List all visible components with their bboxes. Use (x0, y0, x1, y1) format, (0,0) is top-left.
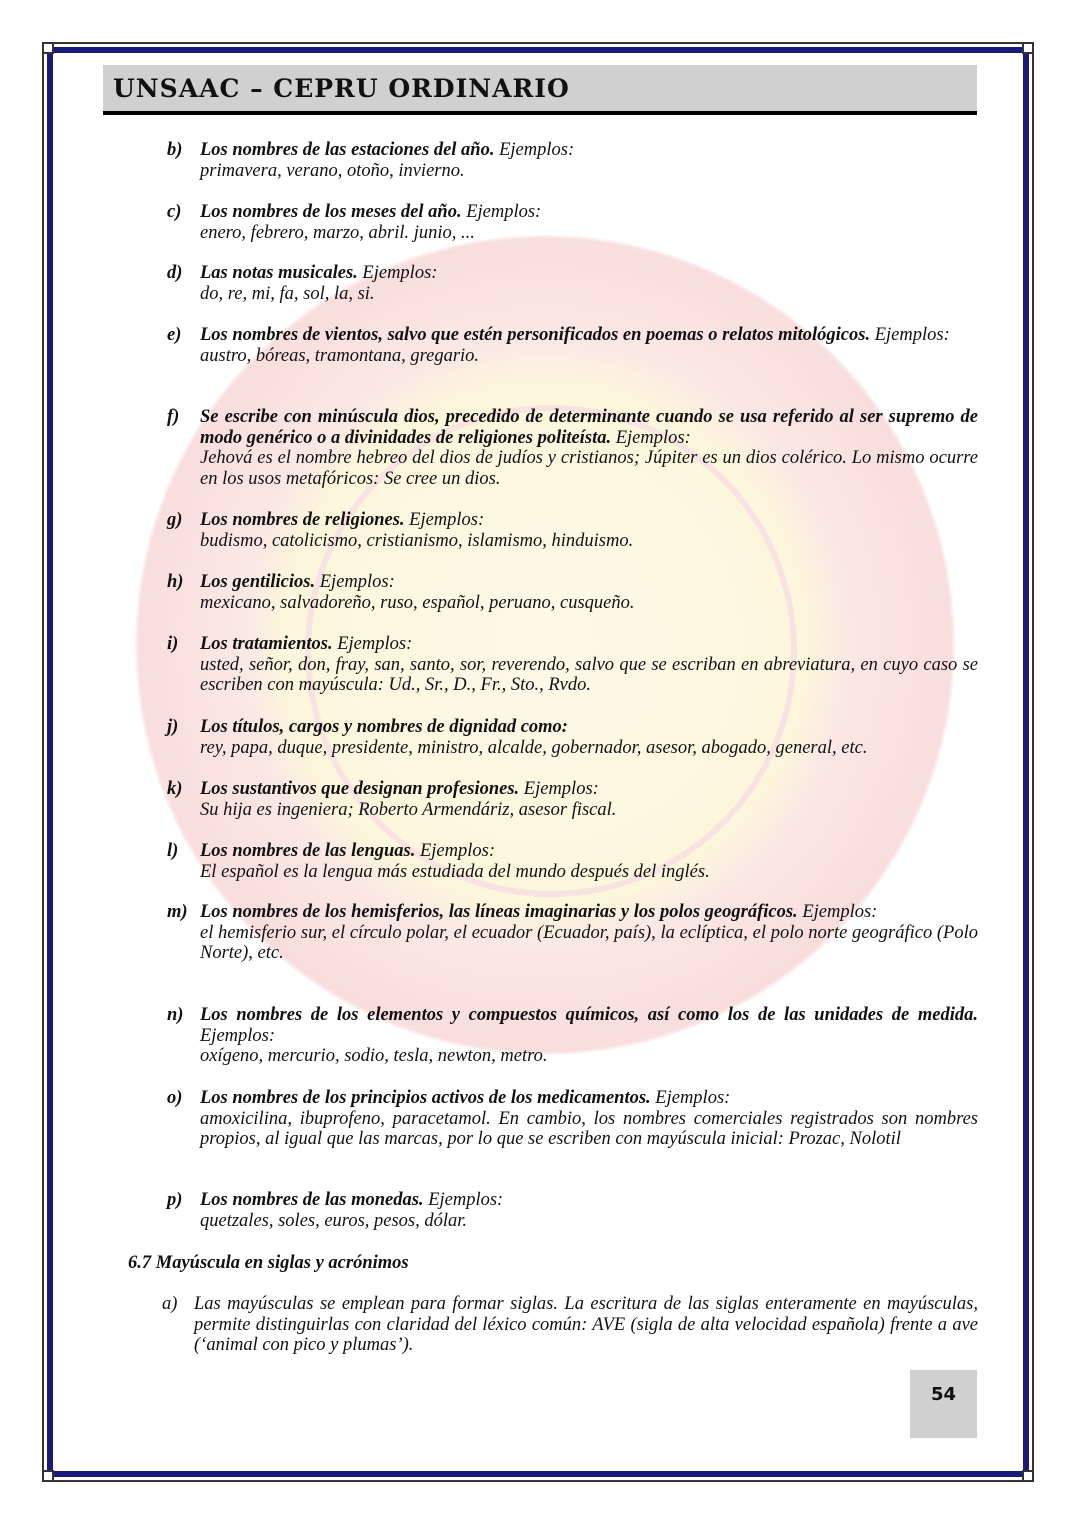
list-item (167, 572, 978, 613)
item-label: m) (167, 902, 188, 922)
item-title: Los nombres de los elementos y compuestos químicos, así como los de las unidades de medida. (200, 1005, 978, 1025)
item-examples-label: Ejemplos: (874, 325, 950, 345)
list-item (167, 202, 978, 243)
list-item (167, 263, 978, 304)
header-title: UNSAAC – CEPRU ORDINARIO (113, 74, 570, 103)
item-title: Los sustantivos que designan profesiones. (200, 779, 520, 799)
item-examples-label: Ejemplos: (466, 202, 542, 222)
list-item (167, 1005, 978, 1067)
list-item (167, 140, 978, 181)
item-label: g) (167, 510, 183, 530)
list-item (167, 1088, 978, 1150)
item-label: k) (167, 779, 183, 799)
item-examples: usted, señor, don, fray, san, santo, sor, reverendo, salvo que se escriban en abreviatura, en cuyo caso se escriben con mayúscula: Ud., Sr., D., Fr., Sto., Rvdo. (200, 654, 978, 695)
item-label: o) (167, 1088, 183, 1108)
item-label: j) (167, 717, 179, 737)
list-item (167, 634, 978, 696)
item-examples-label: Ejemplos: (419, 841, 495, 861)
paragraph-item (162, 1294, 978, 1356)
item-examples-label: Ejemplos: (655, 1088, 731, 1108)
item-examples-label: Ejemplos: (200, 1025, 276, 1046)
item-label: b) (167, 140, 183, 160)
item-examples-label: Ejemplos: (499, 140, 575, 160)
page-number: 54 (910, 1370, 977, 1438)
item-label: a) (162, 1294, 178, 1314)
list-item (167, 510, 978, 551)
item-examples: el hemisferio sur, el círculo polar, el ecuador (Ecuador, país), la eclíptica, el polo norte geográfico (Polo Norte), etc. (200, 922, 978, 963)
item-label: n) (167, 1005, 184, 1025)
list-item (167, 407, 978, 489)
item-label: d) (167, 263, 183, 283)
list-item (167, 325, 978, 366)
item-label: c) (167, 202, 182, 222)
corner-ornament (42, 42, 54, 54)
item-title: Los títulos, cargos y nombres de dignidad como: (200, 717, 568, 737)
page-header (103, 65, 977, 115)
section-heading: 6.7 Mayúscula en siglas y acrónimos (128, 1253, 409, 1273)
item-examples-label: Ejemplos: (802, 902, 878, 922)
item-label: h) (167, 572, 184, 592)
list-item (167, 902, 978, 964)
item-title: Los nombres de los meses del año. (200, 202, 462, 222)
item-title: Se escribe con minúscula dios, precedido de determinante cuando se usa referido al ser supremo de modo genérico o a divinidades de religiones politeísta. (200, 407, 978, 448)
item-title: Los tratamientos. (200, 634, 333, 654)
item-label: e) (167, 325, 182, 345)
item-label: l) (167, 841, 179, 861)
item-examples: Jehová es el nombre hebreo del dios de judíos y cristianos; Júpiter es un dios colérico. Lo mismo ocurre en los usos metafóricos: Se cree un dios. (200, 448, 978, 489)
item-examples-label: Ejemplos: (523, 779, 599, 799)
corner-ornament (1022, 1470, 1034, 1482)
item-title: Los nombres de las estaciones del año. (200, 140, 495, 160)
item-examples: austro, bóreas, tramontana, gregario. (200, 345, 480, 366)
item-examples: do, re, mi, fa, sol, la, si. (200, 283, 375, 304)
item-title: Los nombres de las monedas. (200, 1190, 424, 1210)
item-examples: enero, febrero, marzo, abril. junio, ... (200, 222, 475, 243)
item-title: Los nombres de vientos, salvo que estén personificados en poemas o relatos mitológicos. (200, 325, 871, 345)
list-item (167, 717, 978, 758)
item-examples: Su hija es ingeniera; Roberto Armendáriz, asesor fiscal. (200, 799, 617, 820)
list-item (167, 841, 978, 882)
item-examples-label: Ejemplos: (362, 263, 438, 283)
paragraph-text: Las mayúsculas se emplean para formar siglas. La escritura de las siglas enteramente en mayúsculas, permite distinguirlas con claridad del léxico común: AVE (sigla de alta velocidad española) frente a ave (‘animal con pico y plumas’). (194, 1294, 978, 1355)
item-examples: primavera, verano, otoño, invierno. (200, 160, 465, 181)
item-title: Los nombres de los principios activos de los medicamentos. (200, 1088, 651, 1108)
item-examples-label: Ejemplos: (337, 634, 413, 654)
item-title: Las notas musicales. (200, 263, 358, 283)
item-label: p) (167, 1190, 183, 1210)
item-examples-label: Ejemplos: (409, 510, 485, 530)
item-title: Los nombres de los hemisferios, las líneas imaginarias y los polos geográficos. (200, 902, 798, 922)
item-examples: oxígeno, mercurio, sodio, tesla, newton, metro. (200, 1046, 548, 1066)
item-examples: El español es la lengua más estudiada del mundo después del inglés. (200, 861, 710, 882)
item-label: f) (167, 407, 180, 427)
item-examples: mexicano, salvadoreño, ruso, español, peruano, cusqueño. (200, 592, 635, 613)
corner-ornament (1022, 42, 1034, 54)
item-examples-label: Ejemplos: (615, 427, 691, 448)
item-examples-label: Ejemplos: (428, 1190, 504, 1210)
item-examples: quetzales, soles, euros, pesos, dólar. (200, 1210, 468, 1231)
item-label: i) (167, 634, 179, 654)
corner-ornament (42, 1470, 54, 1482)
item-examples: budismo, catolicismo, cristianismo, islamismo, hinduismo. (200, 530, 634, 551)
list-item (167, 779, 978, 820)
item-examples: amoxicilina, ibuprofeno, paracetamol. En cambio, los nombres comerciales registrados son nombres propios, al igual que las marcas, por lo que se escriben con mayúscula inicial: Prozac, Nolotil (200, 1108, 978, 1149)
item-examples-label: Ejemplos: (319, 572, 395, 592)
item-examples: rey, papa, duque, presidente, ministro, alcalde, gobernador, asesor, abogado, general, etc. (200, 737, 868, 758)
list-item (167, 1190, 978, 1231)
item-title: Los nombres de las lenguas. (200, 841, 416, 861)
item-title: Los gentilicios. (200, 572, 316, 592)
item-title: Los nombres de religiones. (200, 510, 405, 530)
